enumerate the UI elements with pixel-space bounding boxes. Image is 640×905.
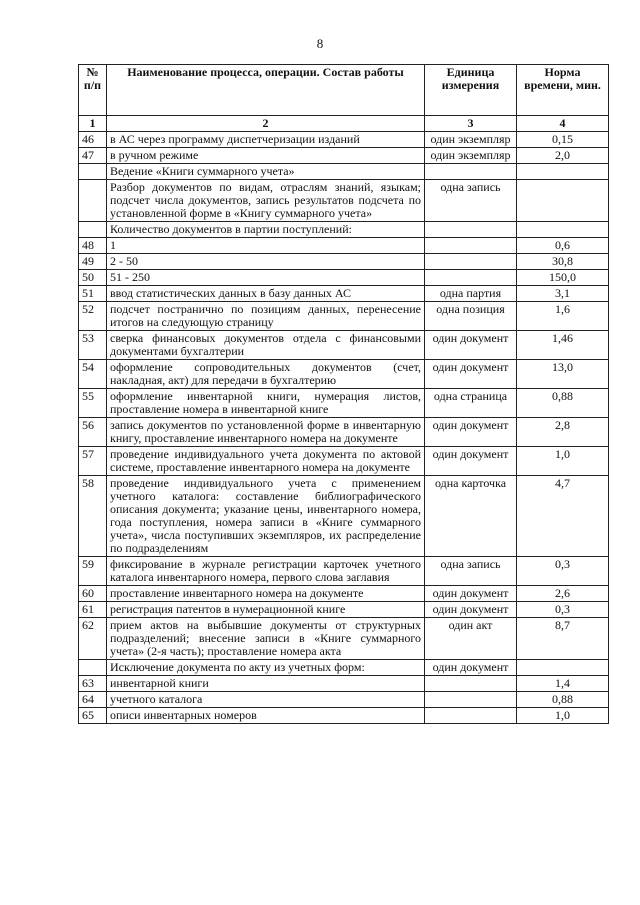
- table-row: [79, 270, 609, 286]
- table-row: [79, 602, 609, 618]
- column-number-row: [79, 116, 609, 132]
- row-number: 60: [79, 586, 107, 602]
- row-time-norm: 4,7: [517, 476, 609, 557]
- page-number: 8: [316, 36, 324, 51]
- row-time-norm: 1,46: [517, 331, 609, 360]
- table-row: [79, 222, 609, 238]
- row-unit: одна позиция: [425, 302, 517, 331]
- row-unit: одна запись: [425, 180, 517, 222]
- table-row: [79, 418, 609, 447]
- row-time-norm: [517, 180, 609, 222]
- row-unit: [425, 238, 517, 254]
- row-unit: одна запись: [425, 557, 517, 586]
- row-number: 56: [79, 418, 107, 447]
- row-operation-name: Ведение «Книги суммарного учета»: [107, 164, 425, 180]
- row-operation-name: фиксирование в журнале регистрации карточек учетного каталога инвентарного номера, первого слова заглавия: [107, 557, 425, 586]
- table-row: [79, 238, 609, 254]
- row-operation-name: прием актов на выбывшие документы от структурных подразделений; внесение записи в «Книге суммарного учета» (2-я часть); проставление номера акта: [107, 618, 425, 660]
- row-operation-name: в ручном режиме: [107, 148, 425, 164]
- row-number: 52: [79, 302, 107, 331]
- row-number: 58: [79, 476, 107, 557]
- row-operation-name: учетного каталога: [107, 692, 425, 708]
- row-number: 51: [79, 286, 107, 302]
- row-unit: одна партия: [425, 286, 517, 302]
- row-number: [79, 222, 107, 238]
- table-row: [79, 148, 609, 164]
- header-num: № п/п: [79, 65, 107, 116]
- header-norm: Норма времени, мин.: [517, 65, 609, 116]
- row-number: 61: [79, 602, 107, 618]
- row-time-norm: 8,7: [517, 618, 609, 660]
- row-operation-name: оформление сопроводительных документов (счет, накладная, акт) для передачи в бухгалтерию: [107, 360, 425, 389]
- row-time-norm: 30,8: [517, 254, 609, 270]
- row-operation-name: сверка финансовых документов отдела с финансовыми документами бухгалтерии: [107, 331, 425, 360]
- table-row: [79, 586, 609, 602]
- row-unit: один документ: [425, 447, 517, 476]
- row-number: [79, 180, 107, 222]
- row-number: 48: [79, 238, 107, 254]
- row-unit: один экземпляр: [425, 148, 517, 164]
- row-time-norm: 1,4: [517, 676, 609, 692]
- column-number: 4: [517, 116, 609, 132]
- row-unit: один документ: [425, 418, 517, 447]
- row-time-norm: 2,8: [517, 418, 609, 447]
- row-number: 62: [79, 618, 107, 660]
- row-operation-name: 1: [107, 238, 425, 254]
- row-number: 65: [79, 708, 107, 724]
- row-number: 47: [79, 148, 107, 164]
- table-row: [79, 676, 609, 692]
- row-time-norm: 0,6: [517, 238, 609, 254]
- row-number: 49: [79, 254, 107, 270]
- row-number: 57: [79, 447, 107, 476]
- header-unit: Единица измерения: [425, 65, 517, 116]
- row-operation-name: в АС через программу диспетчеризации изданий: [107, 132, 425, 148]
- table-header-row: [79, 65, 609, 116]
- row-operation-name: оформление инвентарной книги, нумерация листов, проставление номера в инвентарной книге: [107, 389, 425, 418]
- table-row: [79, 331, 609, 360]
- table-row: [79, 360, 609, 389]
- row-operation-name: Количество документов в партии поступлений:: [107, 222, 425, 238]
- row-unit: один документ: [425, 331, 517, 360]
- row-number: 59: [79, 557, 107, 586]
- row-operation-name: инвентарной книги: [107, 676, 425, 692]
- row-unit: один экземпляр: [425, 132, 517, 148]
- row-time-norm: 1,6: [517, 302, 609, 331]
- row-unit: [425, 270, 517, 286]
- row-time-norm: 0,88: [517, 389, 609, 418]
- row-operation-name: 51 - 250: [107, 270, 425, 286]
- table-row: [79, 557, 609, 586]
- row-number: 53: [79, 331, 107, 360]
- row-unit: одна карточка: [425, 476, 517, 557]
- row-unit: [425, 254, 517, 270]
- row-number: 50: [79, 270, 107, 286]
- row-number: 64: [79, 692, 107, 708]
- row-operation-name: описи инвентарных номеров: [107, 708, 425, 724]
- table-row: [79, 302, 609, 331]
- row-time-norm: 13,0: [517, 360, 609, 389]
- row-operation-name: ввод статистических данных в базу данных АС: [107, 286, 425, 302]
- table-row: [79, 708, 609, 724]
- row-time-norm: [517, 164, 609, 180]
- time-norms-table: [78, 64, 609, 724]
- row-time-norm: 150,0: [517, 270, 609, 286]
- table-body: [79, 132, 609, 724]
- row-time-norm: 2,0: [517, 148, 609, 164]
- column-number: 2: [107, 116, 425, 132]
- row-operation-name: подсчет постранично по позициям данных, перенесение итогов на следующую страницу: [107, 302, 425, 331]
- table-row: [79, 692, 609, 708]
- column-number: 1: [79, 116, 107, 132]
- table-row: [79, 164, 609, 180]
- row-operation-name: проведение индивидуального учета документа по актовой системе, проставление инвентарного номера на документе: [107, 447, 425, 476]
- row-time-norm: [517, 660, 609, 676]
- row-unit: одна страница: [425, 389, 517, 418]
- row-time-norm: 0,3: [517, 557, 609, 586]
- row-number: [79, 164, 107, 180]
- row-operation-name: Разбор документов по видам, отраслям знаний, языкам; подсчет числа документов, запись результатов подсчета по установленной форме в «Книгу суммарного учета»: [107, 180, 425, 222]
- row-time-norm: 2,6: [517, 586, 609, 602]
- table-row: [79, 618, 609, 660]
- row-time-norm: 0,88: [517, 692, 609, 708]
- row-number: 63: [79, 676, 107, 692]
- row-operation-name: запись документов по установленной форме в инвентарную книгу, проставление инвентарного номера на документе: [107, 418, 425, 447]
- row-unit: один акт: [425, 618, 517, 660]
- row-unit: один документ: [425, 602, 517, 618]
- table-row: [79, 180, 609, 222]
- row-unit: [425, 222, 517, 238]
- table-row: [79, 660, 609, 676]
- row-unit: один документ: [425, 660, 517, 676]
- row-unit: [425, 164, 517, 180]
- table-row: [79, 286, 609, 302]
- row-time-norm: 1,0: [517, 708, 609, 724]
- row-unit: один документ: [425, 360, 517, 389]
- row-time-norm: [517, 222, 609, 238]
- table-row: [79, 254, 609, 270]
- row-operation-name: Исключение документа по акту из учетных форм:: [107, 660, 425, 676]
- row-time-norm: 0,3: [517, 602, 609, 618]
- row-operation-name: проставление инвентарного номера на документе: [107, 586, 425, 602]
- row-unit: один документ: [425, 586, 517, 602]
- header-name: Наименование процесса, операции. Состав работы: [107, 65, 425, 116]
- row-operation-name: проведение индивидуального учета с применением учетного каталога: составление библиографического описания документа; указание цены, инвентарного номера, года поступления, номера записи в «Книге суммарного учета», числа поступивших экземпляров, их распределение по подразделениям: [107, 476, 425, 557]
- row-operation-name: 2 - 50: [107, 254, 425, 270]
- table-row: [79, 389, 609, 418]
- row-unit: [425, 708, 517, 724]
- row-time-norm: 0,15: [517, 132, 609, 148]
- row-time-norm: 1,0: [517, 447, 609, 476]
- row-time-norm: 3,1: [517, 286, 609, 302]
- row-unit: [425, 692, 517, 708]
- row-number: 46: [79, 132, 107, 148]
- row-number: 54: [79, 360, 107, 389]
- table-row: [79, 132, 609, 148]
- row-operation-name: регистрация патентов в нумерационной книге: [107, 602, 425, 618]
- table-row: [79, 476, 609, 557]
- table-row: [79, 447, 609, 476]
- column-number: 3: [425, 116, 517, 132]
- row-number: 55: [79, 389, 107, 418]
- row-number: [79, 660, 107, 676]
- row-unit: [425, 676, 517, 692]
